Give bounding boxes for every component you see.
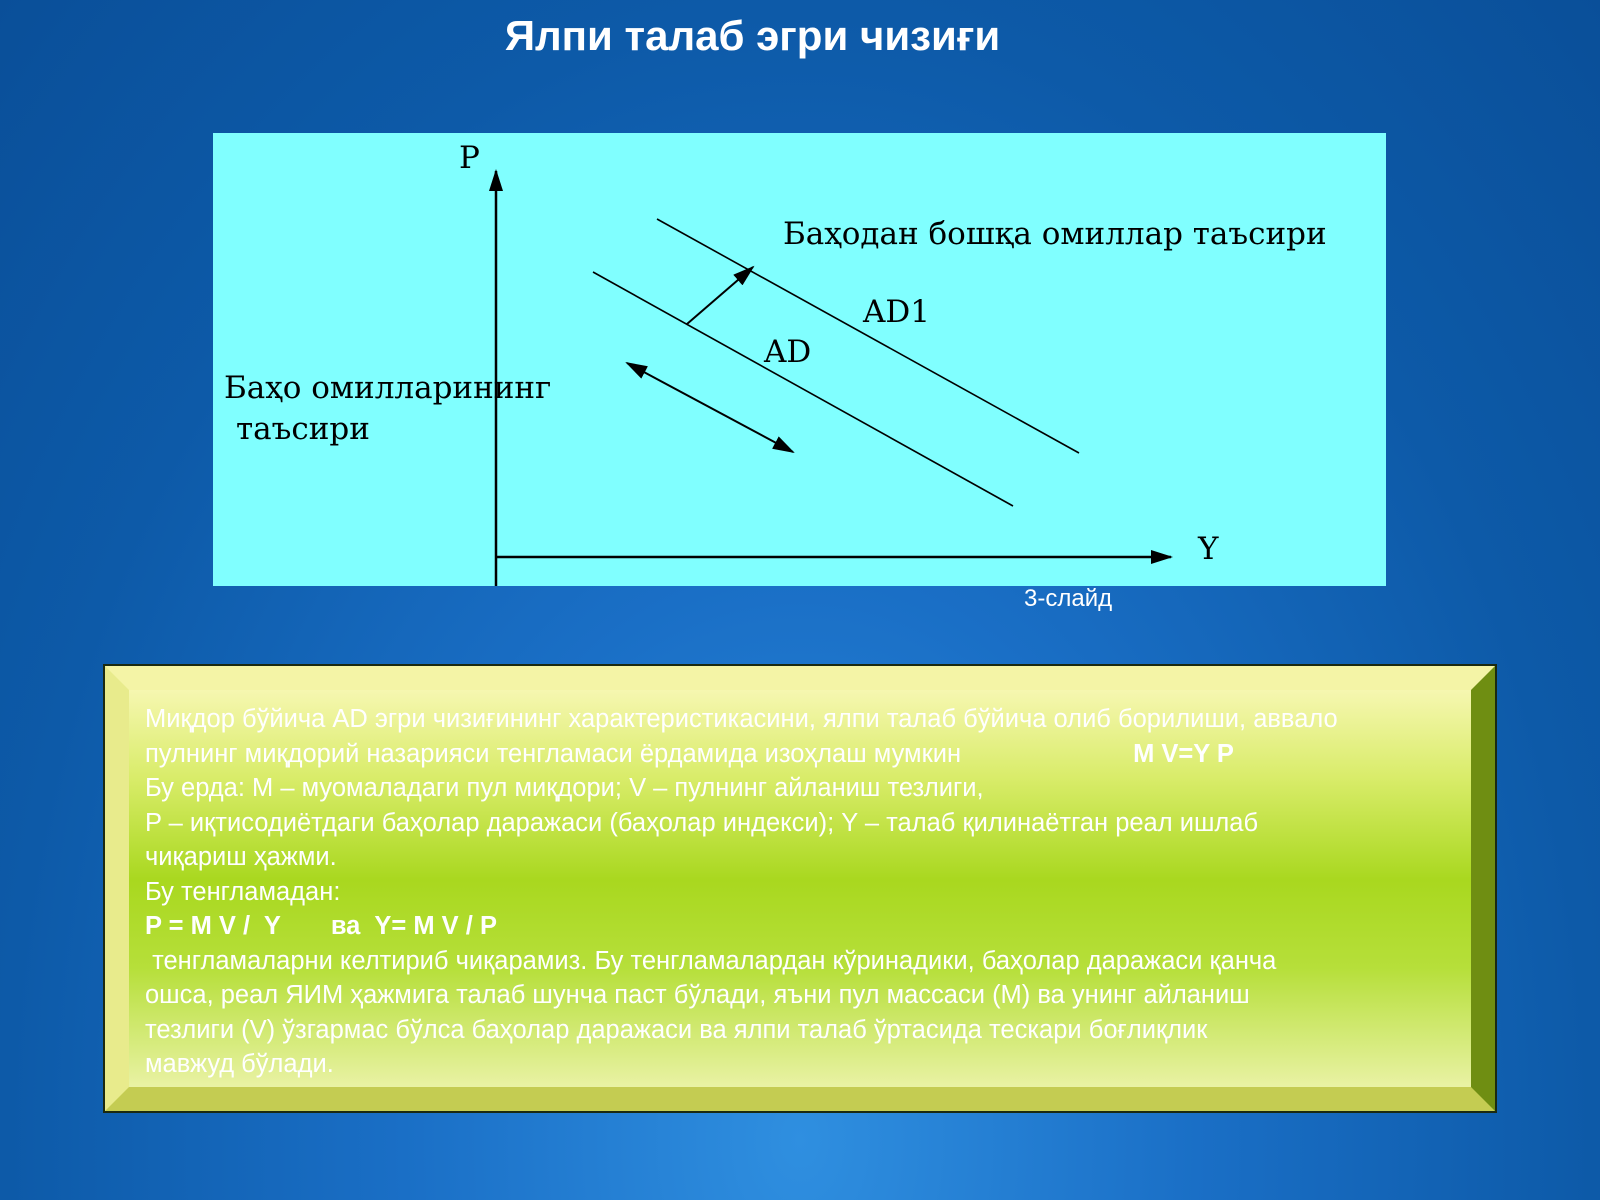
text-line: Бу тенгламадан: (145, 877, 341, 906)
text-line: тенгламаларни келтириб чиқарамиз. Бу тенгламалардан кўринадики, баҳолар даражаси қанча (145, 946, 1277, 975)
formula-output: Y= M V / P (374, 912, 497, 940)
formula-separator: ва (330, 912, 361, 940)
slide-number: 3-слайд (1024, 585, 1113, 612)
ad1-curve-label: AD1 (863, 294, 930, 330)
equation-of-exchange: M V=Y P (1133, 739, 1234, 768)
text-line: тезлиги (V) ўзгармас бўлса баҳолар даражаси ва ялпи талаб ўртасида тескари боғлиқлик (145, 1015, 1208, 1044)
output-axis-label: Y (1198, 531, 1219, 567)
formula-price: P = M V / Y (145, 912, 281, 940)
explanation-text (145, 702, 1455, 1082)
explanation-panel (105, 666, 1495, 1111)
text-line: ошса, реал ЯИМ ҳажмига талаб шунча паст бўлади, яъни пул массаси (M) ва унинг айланиш (145, 981, 1250, 1009)
ad-curve-label: AD (764, 334, 812, 370)
text-line: Миқдор бўйича AD эгри чизиғининг характеристикасини, ялпи талаб бўйича олиб борилиши, аввало (145, 705, 1338, 733)
movement-along-curve-arrow (627, 363, 793, 452)
diagram-canvas (213, 133, 1386, 586)
text-line: чиқариш ҳажми. (145, 843, 337, 871)
text-line: P – иқтисодиётдаги баҳолар даражаси (баҳолар индекси); Y – талаб қилинаётган реал ишлаб (145, 808, 1259, 837)
ad1-curve (657, 219, 1079, 453)
price-axis-label: P (459, 140, 480, 176)
formula-line (145, 909, 1455, 944)
ad-curve (593, 272, 1013, 506)
text-line: Бу ерда: M – муомаладаги пул миқдори; V – пулнинг айланиш тезлиги, (145, 774, 984, 802)
slide-title: Ялпи талаб эгри чизиғи (504, 12, 1001, 59)
text-line (145, 737, 1455, 772)
shift-arrow (687, 267, 753, 324)
text-fragment: пулнинг миқдорий назарияси тенгламаси ёрдамида изоҳлаш мумкин (145, 739, 962, 768)
price-factors-label-line2: таъсири (236, 411, 370, 447)
nonprice-factors-label: Баҳодан бошқа омиллар таъсири (783, 216, 1327, 252)
aggregate-demand-diagram (213, 133, 1386, 586)
price-factors-label-line1: Баҳо омилларининг (224, 370, 552, 406)
text-line: мавжуд бўлади. (145, 1050, 334, 1078)
